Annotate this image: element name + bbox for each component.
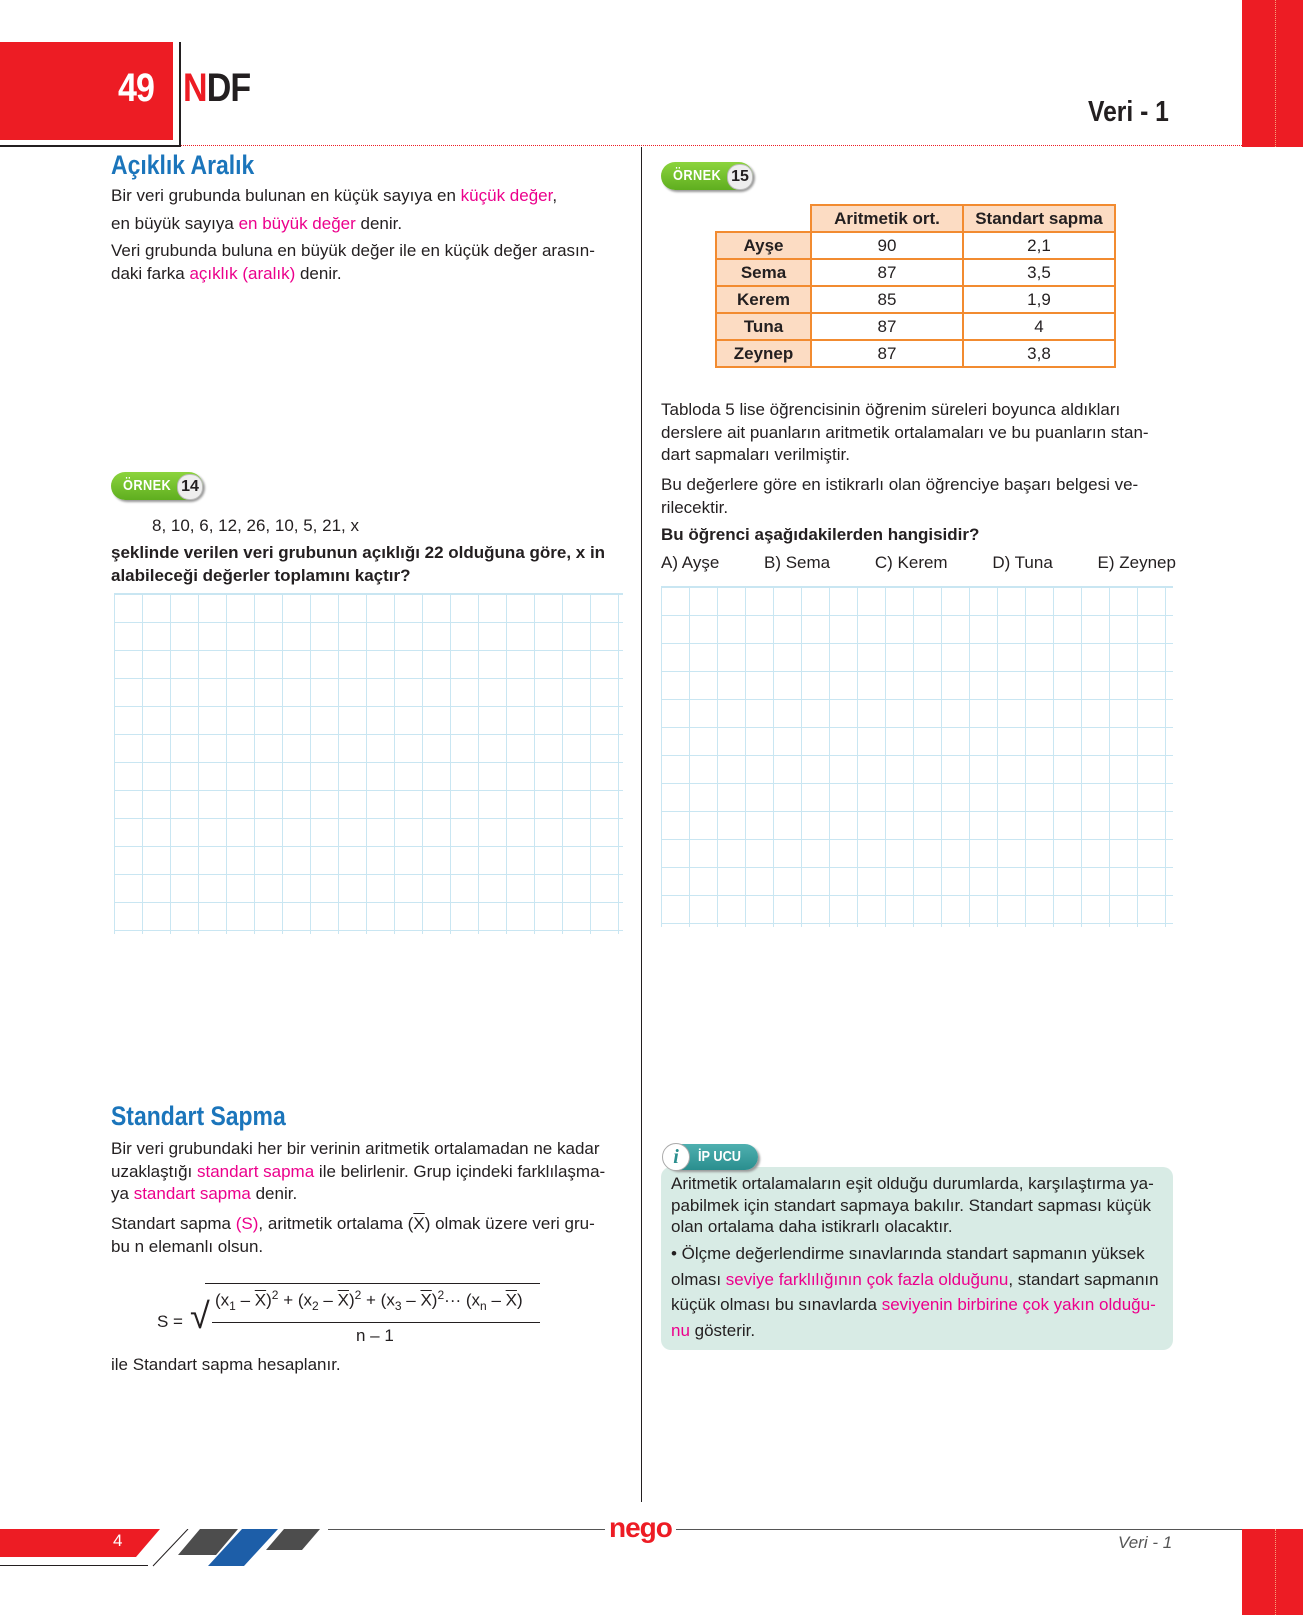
chapter-number: 49 (118, 66, 155, 110)
cell-sd: 3,8 (963, 340, 1115, 367)
stripe-line (153, 1529, 188, 1566)
text: olan ortalama daha istikrarlı olacaktır. (671, 1217, 953, 1236)
footer-topic-title: Veri - 1 (1118, 1533, 1173, 1552)
table-header-row (716, 205, 1115, 232)
text: dart sapmaları verilmiştir. (661, 445, 850, 464)
text: denir. (355, 214, 403, 233)
row-header: Zeynep (716, 340, 811, 367)
sqrt-icon: √ (190, 1295, 210, 1336)
cell-sd: 2,1 (963, 232, 1115, 259)
choice-c[interactable]: C) Kerem (874, 553, 948, 572)
term-highlight: açıklık (aralık) (189, 263, 296, 283)
choice-a[interactable]: A) Ayşe (661, 553, 720, 572)
question-14 (111, 542, 605, 587)
table-row (716, 313, 1115, 340)
info-icon: i (662, 1143, 690, 1171)
term-highlight: küçük değer (460, 186, 553, 205)
text: derslere ait puanların aritmetik ortalamaları ve bu puanların stan- (661, 422, 1149, 442)
cell-sd: 1,9 (963, 286, 1115, 313)
text: Bu değerlere göre en istikrarlı olan öğrenciye başarı belgesi ve- (661, 475, 1139, 494)
text: bu n elemanlı olsun. (111, 1236, 264, 1256)
table-row (716, 340, 1115, 367)
text: , (552, 186, 558, 205)
text: gösterir. (689, 1320, 756, 1340)
example-badge-15 (661, 162, 753, 190)
publisher-logo: nego (605, 1512, 676, 1544)
subscript: 1 (229, 1299, 236, 1314)
aciklik-paragraph-2 (111, 213, 402, 236)
fraction-line (212, 1322, 540, 1323)
statistics-table (715, 204, 1116, 368)
term-highlight: standart sapma (197, 1161, 315, 1181)
table-row (716, 259, 1115, 286)
brand-initial: N (183, 66, 207, 110)
standart-paragraph-2 (111, 1213, 595, 1258)
text: Bir veri grubundaki her bir verinin aritmetik ortalamadan ne kadar (111, 1139, 600, 1158)
right-edge-strip (1242, 0, 1303, 147)
text: Tabloda 5 lise öğrencisinin öğrenim süreleri boyunca aldıkları (661, 400, 1121, 419)
term-highlight: en büyük değer (238, 214, 356, 233)
text: pabilmek için standart sapmaya bakılır. Standart sapması küçük (671, 1195, 1152, 1215)
cell-mean: 87 (811, 313, 963, 340)
text: en büyük sayıya (111, 214, 239, 233)
text: , standart sapmanın (1008, 1269, 1159, 1289)
ornek15-description (661, 399, 1149, 467)
badge-number: 14 (177, 474, 203, 500)
cell-sd: 3,5 (963, 259, 1115, 286)
text: rilecektir. (661, 497, 729, 517)
text: olması (671, 1269, 726, 1289)
column-header: Aritmetik ort. (811, 205, 963, 232)
text: denir. (295, 263, 342, 283)
tip-badge (664, 1144, 758, 1170)
text: Standart sapma (111, 1214, 236, 1233)
table-row (716, 286, 1115, 313)
scratch-grid-15[interactable] (661, 586, 1173, 927)
text: küçük olması bu sınavlarda (671, 1295, 882, 1314)
text: ile belirlenir. Grup içindeki farklılaşma- (314, 1161, 606, 1181)
header-divider (179, 42, 181, 147)
right-edge-strip-bottom (1242, 1529, 1303, 1615)
footer-rule-left (0, 1565, 148, 1566)
table-row (716, 232, 1115, 259)
formula-numerator: $(x_1 - \overline{X})^2 + (x_2 - \overline{X})^2 + (x_3 - \overline{X})^2\cdot\cdot\cdot (x_n - \overline{X})$ (215, 1288, 523, 1314)
text: daki farka (111, 263, 190, 283)
aciklik-paragraph-1 (111, 185, 557, 208)
subscript: 3 (394, 1299, 402, 1314)
column-divider (641, 147, 642, 1502)
topic-title: Veri - 1 (1088, 96, 1169, 128)
section-title-aciklik: Açıklık Aralık (111, 150, 255, 180)
standart-paragraph-1 (111, 1138, 605, 1206)
section-title-standart-sapma: Standart Sapma (111, 1101, 286, 1131)
choice-d[interactable]: D) Tuna (992, 553, 1053, 572)
question-15: Bu öğrenci aşağıdakilerden hangisidir? (661, 525, 980, 544)
row-header: Ayşe (716, 232, 811, 259)
header-rule-left (0, 145, 179, 147)
term-highlight: (S) (235, 1214, 259, 1233)
footer-stripes (150, 1529, 325, 1567)
formula-denominator: n – 1 (356, 1326, 394, 1345)
scratch-grid-14[interactable] (114, 593, 623, 934)
sqrt-bar (205, 1283, 540, 1284)
tip-label: İP UCU (698, 1148, 741, 1165)
tip-text-2 (671, 1241, 1159, 1343)
x-bar: $\overline{X}$ (413, 1214, 425, 1233)
choice-e[interactable]: E) Zeynep (1097, 553, 1176, 572)
footer-rule (328, 1529, 1242, 1530)
footer-page-block (0, 1529, 160, 1557)
text: ) olmak üzere veri gru- (424, 1214, 595, 1233)
text: şeklinde verilen veri grubunun açıklığı 22 olduğuna göre, x in (111, 543, 606, 562)
badge-label: ÖRNEK (123, 477, 172, 494)
tip-text-1 (671, 1173, 1154, 1238)
subscript: 2 (312, 1299, 319, 1314)
brand-rest: DF (206, 66, 251, 110)
text: alabileceği değerler toplamını kaçtır? (111, 565, 411, 585)
cell-mean: 90 (811, 232, 963, 259)
cell-sd: 4 (963, 313, 1115, 340)
term-highlight: standart sapma (133, 1184, 251, 1203)
ornek15-description-2 (661, 474, 1138, 519)
row-header: Sema (716, 259, 811, 286)
text: , aritmetik ortalama ( (258, 1214, 414, 1233)
cell-mean: 87 (811, 340, 963, 367)
column-header: Standart sapma (963, 205, 1115, 232)
brand-name (183, 66, 250, 111)
badge-label: ÖRNEK (673, 167, 722, 184)
text: • Ölçme değerlendirme sınavlarında standart sapmanın yüksek (671, 1244, 1145, 1263)
text: Veri grubunda buluna en büyük değer ile en küçük değer arasın- (111, 241, 595, 260)
header-rule (181, 145, 1242, 146)
example-badge-14 (111, 472, 203, 500)
cell-mean: 85 (811, 286, 963, 313)
row-header: Tuna (716, 313, 811, 340)
term-highlight: nu (671, 1320, 690, 1340)
text: Aritmetik ortalamaların eşit olduğu durumlarda, karşılaştırma ya- (671, 1174, 1154, 1193)
term-highlight: seviyenin birbirine çok yakın olduğu- (881, 1295, 1156, 1314)
badge-number: 15 (727, 164, 753, 190)
text: uzaklaştığı (111, 1161, 197, 1181)
text: denir. (250, 1184, 298, 1203)
table-corner (716, 205, 811, 232)
text: Bir veri grubunda bulunan en küçük sayıya en (111, 186, 461, 205)
cell-mean: 87 (811, 259, 963, 286)
term-highlight: seviye farklılığının çok fazla olduğunu (725, 1269, 1009, 1289)
subscript: n (480, 1299, 487, 1314)
data-list: 8, 10, 6, 12, 26, 10, 5, 21, x (152, 516, 359, 535)
row-header: Kerem (716, 286, 811, 313)
standart-outro: ile Standart sapma hesaplanır. (111, 1355, 341, 1374)
choice-b[interactable]: B) Sema (764, 553, 831, 572)
aciklik-paragraph-3 (111, 240, 595, 285)
page-number: 4 (113, 1531, 123, 1550)
text: ya (111, 1184, 134, 1203)
formula-lhs: S = (157, 1312, 183, 1331)
answer-choices (661, 553, 1176, 573)
